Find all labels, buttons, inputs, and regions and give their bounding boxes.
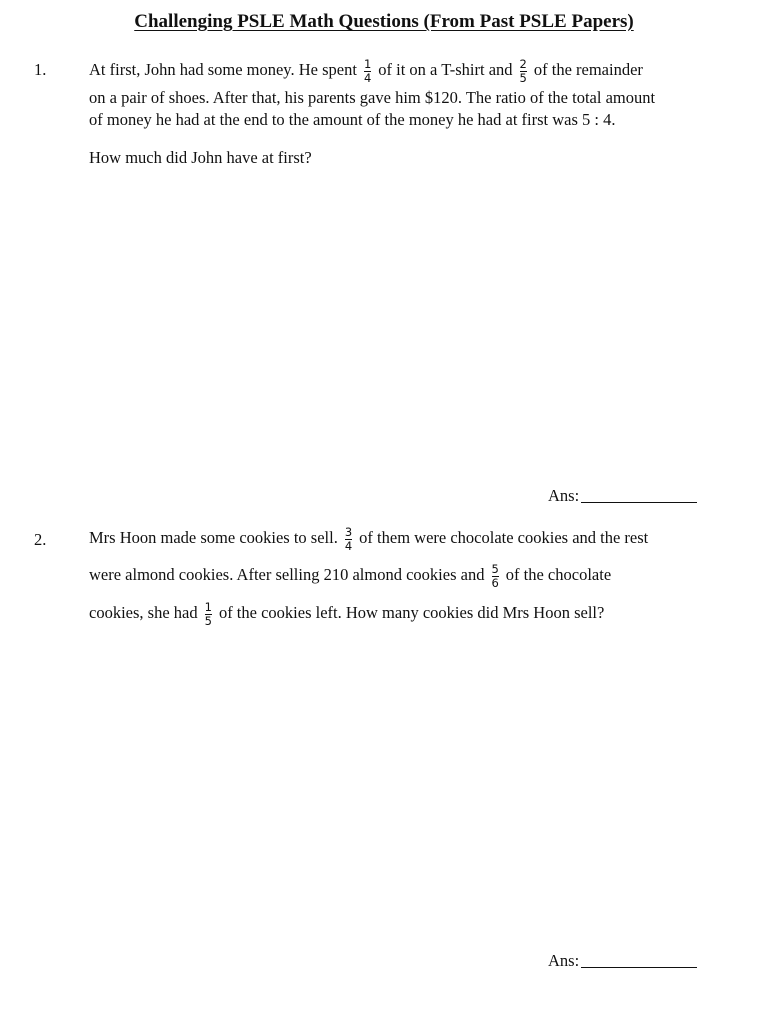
answer-label: Ans:	[548, 486, 580, 505]
question-line	[89, 562, 611, 588]
question-text: of the cookies left. How many cookies did Mrs Hoon sell?	[218, 603, 605, 622]
fraction-denominator: 5	[519, 71, 527, 85]
question-text: were almond cookies. After selling 210 almond cookies and	[89, 565, 485, 584]
fraction	[491, 563, 498, 589]
question-text: At first, John had some money. He spent	[89, 60, 357, 79]
answer-blank[interactable]	[581, 502, 697, 503]
answer-blank[interactable]	[581, 967, 697, 968]
question-text: cookies, she had	[89, 603, 198, 622]
question-text: of them were chocolate cookies and the rest	[359, 528, 649, 547]
fraction-denominator: 4	[363, 71, 372, 85]
fraction	[364, 58, 371, 84]
question-line: on a pair of shoes. After that, his parents gave him $120. The ratio of the total amount	[89, 88, 656, 107]
answer-field	[548, 486, 697, 506]
answer-field	[548, 951, 697, 971]
fraction-numerator: 3	[344, 525, 353, 539]
question-line	[89, 57, 643, 83]
question-number: 1.	[34, 60, 47, 79]
fraction-denominator: 5	[204, 614, 212, 628]
question-line: of money he had at the end to the amount of the money he had at first was 5 : 4.	[89, 110, 616, 129]
answer-label: Ans:	[548, 951, 580, 970]
fraction-denominator: 6	[491, 576, 499, 590]
question-line: How much did John have at first?	[89, 148, 312, 167]
question-text: of the remainder	[533, 60, 643, 79]
question-line	[89, 600, 604, 626]
fraction	[520, 58, 527, 84]
fraction-numerator: 1	[204, 600, 212, 614]
page-title: Challenging PSLE Math Questions (From Past PSLE Papers)	[134, 11, 634, 32]
fraction-numerator: 2	[519, 57, 527, 71]
question-text: Mrs Hoon made some cookies to sell.	[89, 528, 338, 547]
fraction	[205, 601, 212, 627]
fraction-numerator: 1	[363, 57, 372, 71]
question-text: of it on a T-shirt and	[378, 60, 513, 79]
question-line	[89, 525, 648, 551]
fraction-denominator: 4	[344, 539, 353, 553]
fraction	[345, 526, 352, 552]
question-number: 2.	[34, 530, 47, 549]
fraction-numerator: 5	[491, 562, 499, 576]
question-text: of the chocolate	[505, 565, 612, 584]
